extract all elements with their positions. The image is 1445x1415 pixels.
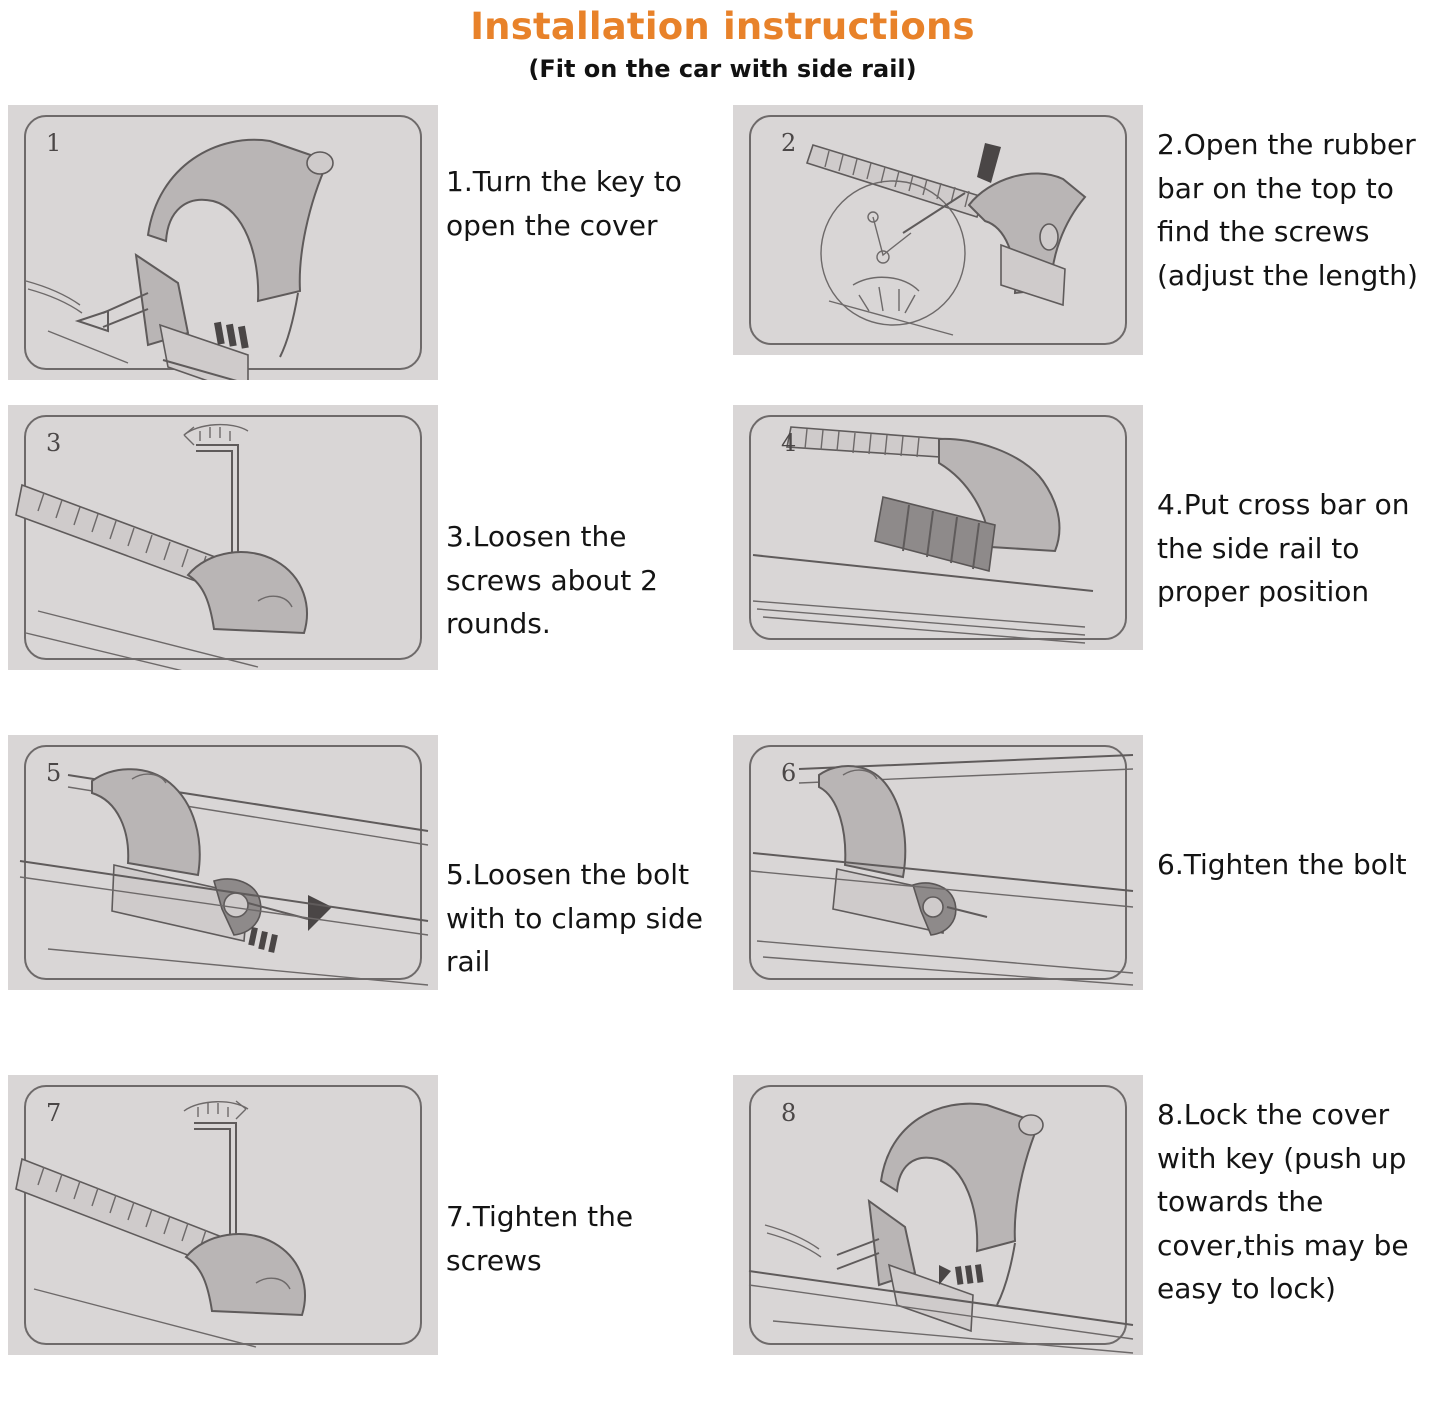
step-3 <box>0 405 725 670</box>
step-1-figure <box>8 105 438 380</box>
step-8-caption: 8.Lock the cover with key (push up towards the cover,this may be easy to lock) <box>1157 1098 1409 1305</box>
step-7-caption: 7.Tighten the screws <box>446 1200 634 1277</box>
step-8 <box>725 1075 1445 1355</box>
step-3-figure <box>8 405 438 670</box>
figure-number: 4 <box>781 429 797 458</box>
step-7 <box>0 1075 725 1355</box>
figure-number: 5 <box>46 759 62 788</box>
allen-key-loosen-illustration <box>8 405 438 670</box>
tighten-screws-illustration <box>8 1075 438 1355</box>
step-2-caption: 2.Open the rubber bar on the top to find the screws (adjust the length) <box>1157 128 1418 292</box>
figure-number: 6 <box>781 759 797 788</box>
figure-number: 2 <box>781 129 797 158</box>
steps-row-3 <box>0 735 1445 1075</box>
page-subtitle: (Fit on the car with side rail) <box>528 54 917 83</box>
step-5-caption: 5.Loosen the bolt with to clamp side rail <box>446 858 703 979</box>
figure-number: 3 <box>46 429 62 458</box>
figure-number: 1 <box>46 129 62 158</box>
step-6 <box>725 735 1445 990</box>
header <box>0 0 1445 83</box>
loosen-bolt-clamp-illustration <box>8 735 438 990</box>
step-4 <box>725 405 1445 650</box>
steps-row-1 <box>0 105 1445 405</box>
step-4-figure <box>733 405 1143 650</box>
step-3-caption: 3.Loosen the screws about 2 rounds. <box>446 520 658 641</box>
step-1-caption: 1.Turn the key to open the cover <box>446 165 682 242</box>
step-6-caption: 6.Tighten the bolt <box>1157 848 1407 882</box>
steps-row-4 <box>0 1075 1445 1365</box>
figure-number: 8 <box>781 1099 797 1128</box>
step-2 <box>725 105 1445 355</box>
steps-row-2 <box>0 405 1445 735</box>
step-8-figure <box>733 1075 1143 1355</box>
step-6-figure <box>733 735 1143 990</box>
step-5 <box>0 735 725 990</box>
steps-grid <box>0 105 1445 1365</box>
step-7-figure <box>8 1075 438 1355</box>
step-2-figure <box>733 105 1143 355</box>
page-title: Installation instructions <box>470 5 975 48</box>
key-turning-cover-illustration <box>8 105 438 380</box>
step-5-figure <box>8 735 438 990</box>
figure-number: 7 <box>46 1099 62 1128</box>
step-1 <box>0 105 725 380</box>
step-4-caption: 4.Put cross bar on the side rail to proper position <box>1157 488 1410 609</box>
